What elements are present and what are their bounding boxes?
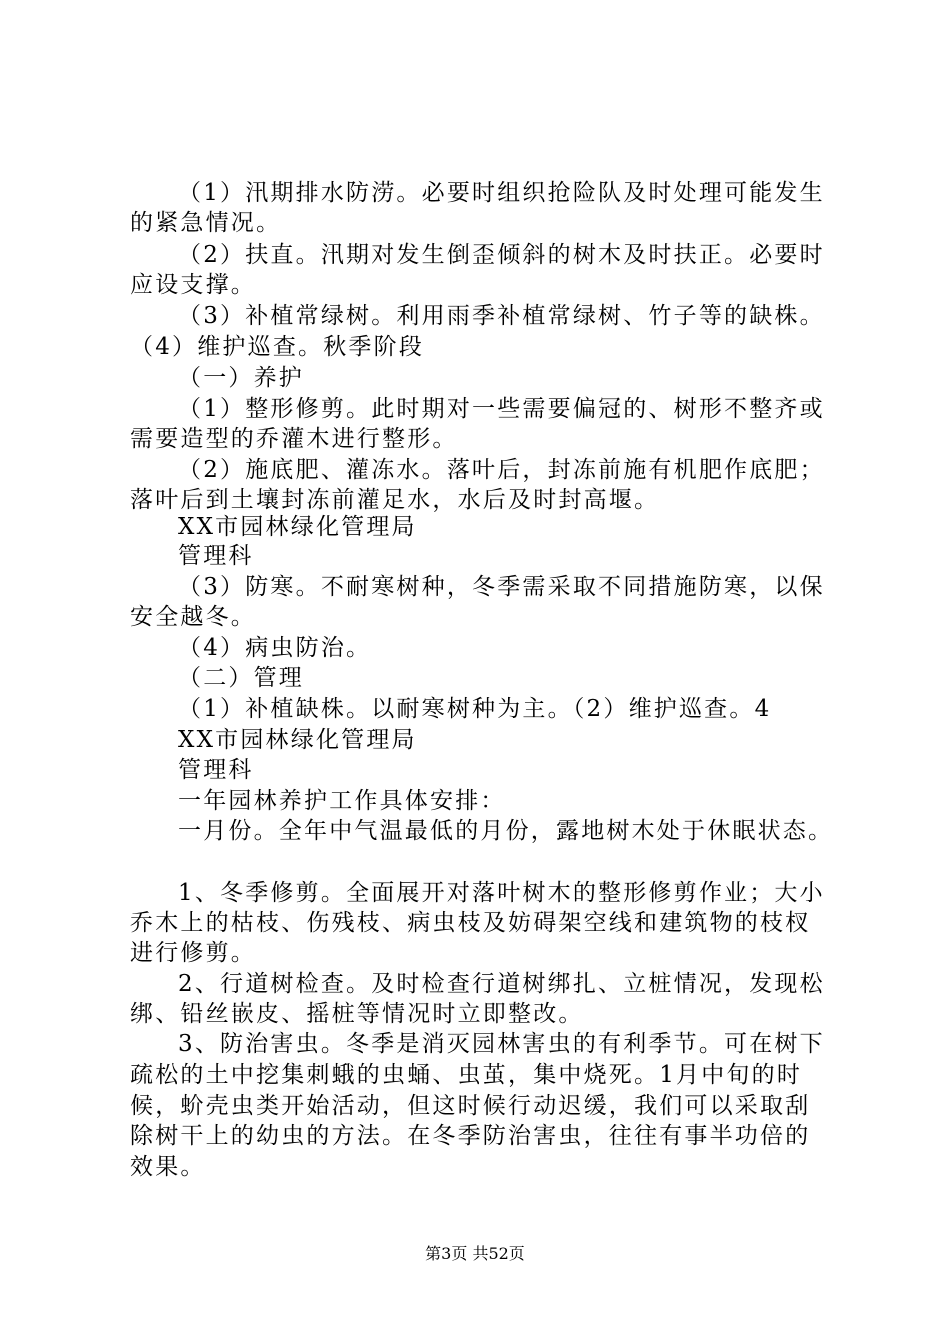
text-line: 管理科 — [178, 543, 254, 569]
text-line: （3）补植常绿树。利用雨季补植常绿树、竹子等的缺株。 — [178, 303, 825, 329]
text-line: （一）养护 — [178, 365, 304, 391]
text-line: 3、防治害虫。冬季是消灭园林害虫的有利季节。可在树下 — [178, 1031, 825, 1057]
text-line: XX市园林绿化管理局 — [178, 727, 417, 753]
text-line: 除树干上的幼虫的方法。在冬季防治害虫，往往有事半功倍的 — [130, 1123, 811, 1149]
text-line: XX市园林绿化管理局 — [178, 514, 417, 540]
text-line: 的紧急情况。 — [130, 210, 282, 236]
text-line: （3）防寒。不耐寒树种，冬季需采取不同措施防寒，以保 — [178, 574, 825, 600]
text-line: （1）补植缺株。以耐寒树种为主。（2）维护巡查。4 — [178, 696, 772, 722]
text-line: （4）病虫防治。 — [178, 635, 372, 661]
text-line: 需要造型的乔灌木进行整形。 — [130, 426, 458, 452]
page-number: 第3页 共52页 — [425, 1244, 525, 1263]
text-line: 管理科 — [178, 757, 254, 783]
text-line: （1）整形修剪。此时期对一些需要偏冠的、树形不整齐或 — [178, 396, 825, 422]
text-line: （2）施底肥、灌冻水。落叶后，封冻前施有机肥作底肥； — [178, 457, 825, 483]
text-line: 落叶后到土壤封冻前灌足水，水后及时封高堰。 — [130, 487, 660, 513]
text-line: 进行修剪。 — [130, 940, 256, 966]
text-line: （1）汛期排水防涝。必要时组织抢险队及时处理可能发生 — [178, 180, 825, 206]
text-line: 2、行道树检查。及时检查行道树绑扎、立桩情况，发现松 — [178, 971, 825, 997]
text-line: 一年园林养护工作具体安排： — [178, 788, 506, 814]
text-line: 效果。 — [130, 1154, 206, 1180]
text-line: （二）管理 — [178, 665, 304, 691]
text-line: 一月份。全年中气温最低的月份，露地树木处于休眠状态。 — [178, 818, 834, 844]
text-line: （4）维护巡查。秋季阶段 — [130, 334, 425, 360]
text-line: 1、冬季修剪。全面展开对落叶树木的整形修剪作业；大小 — [178, 880, 825, 906]
text-line: 应设支撑。 — [130, 272, 256, 298]
text-line: 候，蚧壳虫类开始活动，但这时候行动迟缓，我们可以采取刮 — [130, 1093, 811, 1119]
text-line: （2）扶直。汛期对发生倒歪倾斜的树木及时扶正。必要时 — [178, 242, 825, 268]
text-line: 疏松的土中挖集刺蛾的虫蛹、虫茧，集中烧死。1月中旬的时 — [130, 1062, 803, 1088]
text-line: 绑、铅丝嵌皮、摇桩等情况时立即整改。 — [130, 1001, 584, 1027]
text-line: 安全越冬。 — [130, 604, 256, 630]
text-line: 乔木上的枯枝、伤残枝、病虫枝及妨碍架空线和建筑物的枝杈 — [130, 910, 811, 936]
